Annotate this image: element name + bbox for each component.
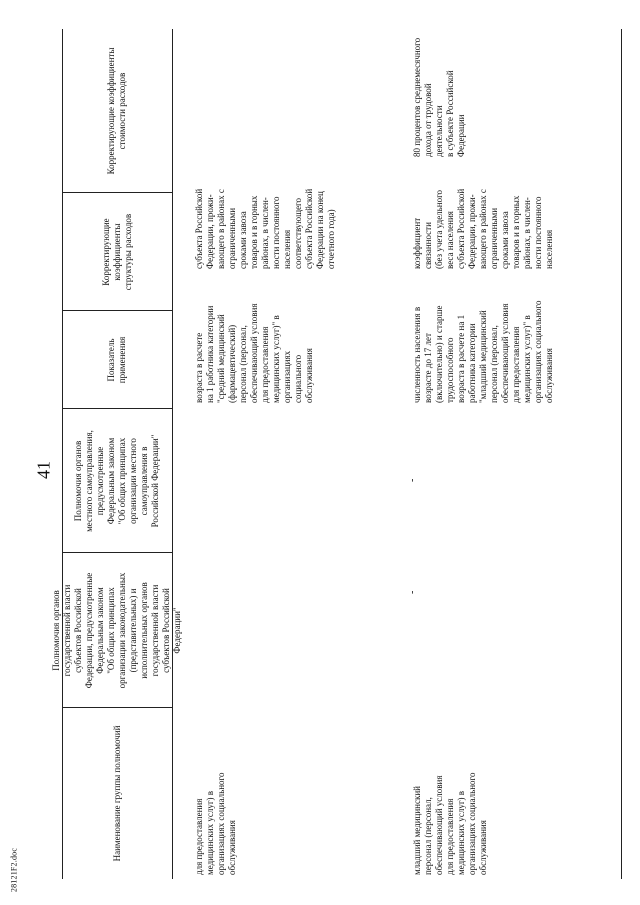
header-group-name: Наименование группы полномочий (111, 725, 122, 862)
header-regional-powers: Полномочия органов государственной власти субъектов Российской Федерации, предусмотренные Федеральным законом "Об общих принципах организации законодательных (представительных) и исполнительных органов государственной власти субъектов Российской Федерации" (51, 572, 182, 689)
header-cost-coefficients: Корректирующие коэффициенты стоимости расходов (106, 47, 127, 175)
column-divider-2 (62, 552, 173, 553)
row2-structure-coefficient: коэффициент связанности (без учета удельного веса населения субъекта Российской Федерации, прожи- вающего в районах с ограниченными сроками завоза товаров и в горных районах, в числен- ности постоянного населения (412, 188, 554, 269)
table-border-bottom (621, 29, 622, 879)
row2-municipal-dash: - (407, 478, 418, 482)
header-municipal-powers: Полномочия органов местного самоуправления, предусмотренные Федеральным законом "Об общих принципах организации местного самоуправления в Российской Федерации" (73, 430, 160, 532)
column-divider-4 (62, 310, 173, 311)
row2-group-name: младший медицинский персонал (персонал, обеспечивающий условия для предоставления медицинских услуг) в организациях социального обслуживания (412, 772, 488, 875)
row1-group-name: для предоставления медицинских услуг) в организациях социального обслуживания (194, 772, 237, 875)
header-indicator: Показатель применения (106, 336, 127, 384)
column-divider-3 (62, 408, 173, 409)
row1-indicator: возраста в расчете на 1 работника категории "средний медицинский (фармацевтический) персонал (персонал, обеспечивающий условия для предоставления медицинских услуг)" в организациях социального обслуживания (194, 303, 314, 403)
page-number: 41 (33, 461, 54, 479)
header-structure-coefficients: Корректирующие коэффициенты структуры расходов (100, 213, 133, 291)
row1-structure-coefficient: субъекта Российской Федерации, прожи- вающего в районах с ограниченными сроками завоза товаров и в горных районах, в числен- ности постоянного населения соответствующего субъекта Российской Федерации на конец отчетного года) (194, 188, 336, 269)
row2-regional-dash: - (407, 590, 418, 594)
column-divider-1 (62, 707, 173, 708)
rotated-table (51, 29, 622, 879)
row2-indicator: численность населения в возрасте до 17 лет (включительно) и старше трудоспособного возраста в расчете на 1 работника категории "младший медицинский персонал (персонал, обеспечивающий условия для предоставления медицинских услуг)" в организациях социального обслуживания (412, 300, 554, 403)
document-file-code: 28121F2.doc (9, 847, 19, 893)
column-divider-5 (62, 192, 173, 193)
table-border-top (62, 29, 63, 879)
row2-cost-coefficient: 80 процентов среднемесячного дохода от трудовой деятельности в субъекте Российской Федерации (412, 37, 466, 157)
header-row-divider (172, 29, 173, 879)
